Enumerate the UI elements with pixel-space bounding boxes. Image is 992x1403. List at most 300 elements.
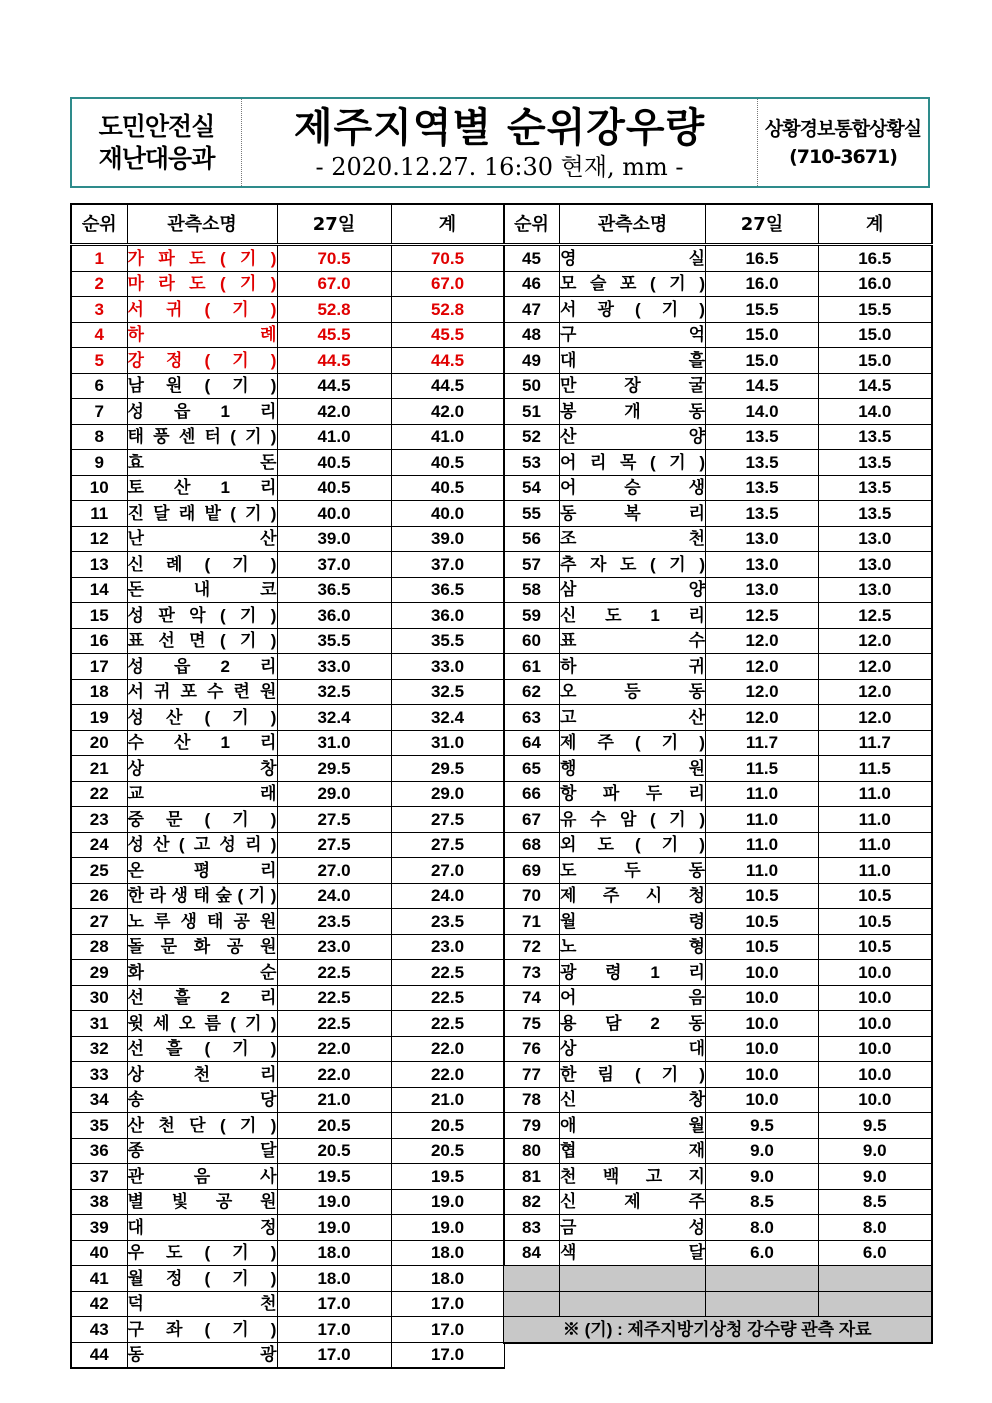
total-rainfall-cell: 33.0 (391, 654, 504, 680)
table-row (504, 654, 932, 680)
station-name: 서 귀 포 수 련 원 (127, 682, 277, 702)
station-cell (560, 552, 706, 578)
rank-cell: 33 (71, 1062, 127, 1088)
total-rainfall-cell: 11.7 (819, 730, 932, 756)
station-cell (560, 450, 706, 476)
day-rainfall-cell: 13.0 (706, 526, 819, 552)
total-rainfall-cell: 17.0 (391, 1291, 504, 1317)
rank-cell: 26 (71, 883, 127, 909)
station-name: 효 돈 (127, 452, 277, 472)
empty-cell (819, 1291, 932, 1317)
rank-cell: 32 (71, 1036, 127, 1062)
table-row (504, 858, 932, 884)
total-rainfall-cell: 12.0 (819, 679, 932, 705)
day-rainfall-cell: 40.5 (277, 450, 391, 476)
col-station-header: 관측소명 (560, 204, 706, 245)
table-row (504, 985, 932, 1011)
table-row (504, 909, 932, 935)
station-name: 성 판 악 ( 기 ) (127, 605, 277, 625)
day-rainfall-cell: 22.5 (277, 1011, 391, 1037)
station-name: 모 슬 포 ( 기 ) (560, 274, 705, 294)
station-name: 송 당 (127, 1090, 277, 1110)
total-rainfall-cell: 12.0 (819, 705, 932, 731)
source-note: ※ (기) : 제주지방기상청 강수량 관측 자료 (504, 1317, 932, 1343)
rank-cell: 2 (71, 271, 127, 297)
table-row (504, 705, 932, 731)
total-rainfall-cell: 10.0 (819, 1087, 932, 1113)
rank-cell: 12 (71, 526, 127, 552)
station-name: 상 창 (127, 758, 277, 778)
rank-cell: 36 (71, 1138, 127, 1164)
table-row (71, 730, 504, 756)
total-rainfall-cell: 24.0 (391, 883, 504, 909)
station-cell (560, 424, 706, 450)
day-rainfall-cell: 67.0 (277, 271, 391, 297)
total-rainfall-cell: 17.0 (391, 1342, 504, 1368)
day-rainfall-cell: 9.0 (706, 1164, 819, 1190)
station-cell (560, 1240, 706, 1266)
station-cell (560, 628, 706, 654)
total-rainfall-cell: 10.5 (819, 909, 932, 935)
station-name: 어 리 목 ( 기 ) (560, 452, 705, 472)
station-cell (560, 781, 706, 807)
empty-cell (504, 1266, 560, 1292)
station-name: 동 복 리 (560, 503, 705, 523)
rank-cell: 66 (504, 781, 560, 807)
table-row (71, 1036, 504, 1062)
station-name: 신 제 주 (560, 1192, 705, 1212)
station-cell (560, 297, 706, 323)
table-row (71, 322, 504, 348)
day-rainfall-cell: 21.0 (277, 1087, 391, 1113)
rank-cell: 14 (71, 577, 127, 603)
table-row (71, 679, 504, 705)
table-row (504, 1036, 932, 1062)
station-name: 성 읍 1 리 (127, 401, 277, 421)
rank-cell: 58 (504, 577, 560, 603)
station-name: 화 순 (127, 962, 277, 982)
day-rainfall-cell: 19.0 (277, 1215, 391, 1241)
station-cell (127, 1291, 277, 1317)
total-rainfall-cell: 13.5 (819, 475, 932, 501)
col-total-header: 계 (391, 204, 504, 245)
table-row (71, 297, 504, 323)
day-rainfall-cell: 19.5 (277, 1164, 391, 1190)
station-name: 돈 내 코 (127, 580, 277, 600)
total-rainfall-cell: 10.5 (819, 883, 932, 909)
station-name: 용 담 2 동 (560, 1013, 705, 1033)
total-rainfall-cell: 11.0 (819, 832, 932, 858)
table-row (504, 399, 932, 425)
total-rainfall-cell: 12.5 (819, 603, 932, 629)
station-cell (127, 705, 277, 731)
rank-cell: 8 (71, 424, 127, 450)
total-rainfall-cell: 16.0 (819, 271, 932, 297)
station-cell (127, 756, 277, 782)
day-rainfall-cell: 42.0 (277, 399, 391, 425)
station-cell (560, 1164, 706, 1190)
station-cell (560, 245, 706, 272)
total-rainfall-cell: 19.5 (391, 1164, 504, 1190)
station-cell (127, 603, 277, 629)
empty-cell (819, 1266, 932, 1292)
rank-cell: 57 (504, 552, 560, 578)
station-name: 상 대 (560, 1039, 705, 1059)
rank-cell: 4 (71, 322, 127, 348)
station-name: 신 창 (560, 1090, 705, 1110)
table-row (504, 373, 932, 399)
total-rainfall-cell: 44.5 (391, 348, 504, 374)
total-rainfall-cell: 67.0 (391, 271, 504, 297)
table-row (71, 1138, 504, 1164)
total-rainfall-cell: 20.5 (391, 1113, 504, 1139)
day-rainfall-cell: 15.0 (706, 322, 819, 348)
total-rainfall-cell: 16.5 (819, 245, 932, 272)
table-row (71, 552, 504, 578)
rank-cell: 34 (71, 1087, 127, 1113)
table-row (504, 1189, 932, 1215)
station-cell (560, 934, 706, 960)
table-row (71, 1215, 504, 1241)
rainfall-table-left (70, 203, 505, 1369)
total-rainfall-cell: 23.5 (391, 909, 504, 935)
table-row (504, 526, 932, 552)
total-rainfall-cell: 32.5 (391, 679, 504, 705)
rank-cell: 78 (504, 1087, 560, 1113)
station-cell (560, 807, 706, 833)
table-row (504, 603, 932, 629)
rank-cell: 29 (71, 960, 127, 986)
station-cell (127, 628, 277, 654)
table-row (504, 781, 932, 807)
day-rainfall-cell: 12.0 (706, 628, 819, 654)
total-rainfall-cell: 11.5 (819, 756, 932, 782)
station-cell (127, 832, 277, 858)
day-rainfall-cell: 8.0 (706, 1215, 819, 1241)
station-name: 항 파 두 리 (560, 784, 705, 804)
station-name: 우 도 ( 기 ) (127, 1243, 277, 1263)
station-name: 금 성 (560, 1217, 705, 1237)
total-rainfall-cell: 29.5 (391, 756, 504, 782)
station-cell (560, 756, 706, 782)
rank-cell: 43 (71, 1317, 127, 1343)
station-name: 월 령 (560, 911, 705, 931)
station-name: 선 흘 ( 기 ) (127, 1039, 277, 1059)
station-name: 동 광 (127, 1345, 277, 1365)
rank-cell: 24 (71, 832, 127, 858)
rank-cell: 59 (504, 603, 560, 629)
table-row (71, 883, 504, 909)
table-row (504, 1215, 932, 1241)
rank-cell: 65 (504, 756, 560, 782)
contact-phone: (710-3671) (789, 145, 897, 168)
station-name: 한 림 ( 기 ) (560, 1064, 705, 1084)
total-rainfall-cell: 22.5 (391, 985, 504, 1011)
station-name: 윗 세 오 름 ( 기 ) (127, 1013, 277, 1033)
total-rainfall-cell: 9.0 (819, 1164, 932, 1190)
day-rainfall-cell: 17.0 (277, 1317, 391, 1343)
day-rainfall-cell: 10.0 (706, 1087, 819, 1113)
day-rainfall-cell: 36.5 (277, 577, 391, 603)
table-row (71, 501, 504, 527)
rank-cell: 25 (71, 858, 127, 884)
table-row (71, 526, 504, 552)
day-rainfall-cell: 22.0 (277, 1036, 391, 1062)
total-rainfall-cell: 36.0 (391, 603, 504, 629)
station-name: 하 귀 (560, 656, 705, 676)
table-row (504, 807, 932, 833)
rank-cell: 10 (71, 475, 127, 501)
day-rainfall-cell: 9.5 (706, 1113, 819, 1139)
total-rainfall-cell: 13.5 (819, 501, 932, 527)
rank-cell: 19 (71, 705, 127, 731)
rank-cell: 47 (504, 297, 560, 323)
day-rainfall-cell: 32.5 (277, 679, 391, 705)
station-cell (127, 271, 277, 297)
station-cell (127, 1240, 277, 1266)
day-rainfall-cell: 31.0 (277, 730, 391, 756)
table-row (504, 1240, 932, 1266)
rank-cell: 31 (71, 1011, 127, 1037)
table-row (71, 807, 504, 833)
department-office: 도민안전실 (98, 111, 215, 141)
total-rainfall-cell: 19.0 (391, 1189, 504, 1215)
table-row (71, 781, 504, 807)
day-rainfall-cell: 10.0 (706, 960, 819, 986)
contact-block (758, 99, 928, 186)
total-rainfall-cell: 13.0 (819, 577, 932, 603)
total-rainfall-cell: 44.5 (391, 373, 504, 399)
table-row (71, 628, 504, 654)
station-cell (560, 960, 706, 986)
station-cell (127, 526, 277, 552)
total-rainfall-cell: 42.0 (391, 399, 504, 425)
station-cell (560, 1138, 706, 1164)
station-name: 진 달 래 밭 ( 기 ) (127, 503, 277, 523)
rank-cell: 37 (71, 1164, 127, 1190)
day-rainfall-cell: 12.0 (706, 679, 819, 705)
station-name: 제 주 시 청 (560, 886, 705, 906)
rank-cell: 6 (71, 373, 127, 399)
table-row (71, 909, 504, 935)
day-rainfall-cell: 10.0 (706, 1011, 819, 1037)
total-rainfall-cell: 19.0 (391, 1215, 504, 1241)
rank-cell: 55 (504, 501, 560, 527)
rank-cell: 56 (504, 526, 560, 552)
rank-cell: 1 (71, 245, 127, 272)
rank-cell: 67 (504, 807, 560, 833)
station-cell (127, 399, 277, 425)
day-rainfall-cell: 45.5 (277, 322, 391, 348)
rank-cell: 52 (504, 424, 560, 450)
station-name: 신 례 ( 기 ) (127, 554, 277, 574)
rank-cell: 84 (504, 1240, 560, 1266)
day-rainfall-cell: 18.0 (277, 1240, 391, 1266)
station-name: 선 흘 2 리 (127, 988, 277, 1008)
table-row (504, 297, 932, 323)
table-row (71, 858, 504, 884)
station-name: 서 광 ( 기 ) (560, 299, 705, 319)
station-name: 종 달 (127, 1141, 277, 1161)
total-rainfall-cell: 10.0 (819, 960, 932, 986)
station-name: 신 도 1 리 (560, 605, 705, 625)
table-row (71, 603, 504, 629)
rank-cell: 15 (71, 603, 127, 629)
station-cell (127, 373, 277, 399)
table-row (504, 883, 932, 909)
total-rainfall-cell: 21.0 (391, 1087, 504, 1113)
station-name: 표 선 면 ( 기 ) (127, 631, 277, 651)
station-cell (127, 1036, 277, 1062)
day-rainfall-cell: 18.0 (277, 1266, 391, 1292)
table-row (504, 1113, 932, 1139)
rank-cell: 80 (504, 1138, 560, 1164)
station-name: 상 천 리 (127, 1064, 277, 1084)
station-name: 천 백 고 지 (560, 1166, 705, 1186)
day-rainfall-cell: 15.0 (706, 348, 819, 374)
table-row (71, 934, 504, 960)
total-rainfall-cell: 9.5 (819, 1113, 932, 1139)
table-row (504, 1164, 932, 1190)
station-name: 별 빛 공 원 (127, 1192, 277, 1212)
day-rainfall-cell: 40.0 (277, 501, 391, 527)
day-rainfall-cell: 10.5 (706, 883, 819, 909)
table-row (71, 1164, 504, 1190)
station-cell (127, 858, 277, 884)
day-rainfall-cell: 20.5 (277, 1138, 391, 1164)
report-header (70, 97, 930, 188)
rainfall-table-right (503, 203, 933, 1344)
station-name: 구 좌 ( 기 ) (127, 1319, 277, 1339)
station-name: 월 정 ( 기 ) (127, 1268, 277, 1288)
table-row (71, 756, 504, 782)
day-rainfall-cell: 22.0 (277, 1062, 391, 1088)
table-row (71, 1342, 504, 1368)
table-row (71, 985, 504, 1011)
rank-cell: 77 (504, 1062, 560, 1088)
rank-cell: 62 (504, 679, 560, 705)
col-day-header: 27일 (277, 204, 391, 245)
total-rainfall-cell: 11.0 (819, 781, 932, 807)
day-rainfall-cell: 11.7 (706, 730, 819, 756)
rank-cell: 48 (504, 322, 560, 348)
total-rainfall-cell: 31.0 (391, 730, 504, 756)
station-name: 성 산 ( 기 ) (127, 707, 277, 727)
rank-cell: 81 (504, 1164, 560, 1190)
station-name: 유 수 암 ( 기 ) (560, 809, 705, 829)
table-row (504, 245, 932, 272)
station-name: 덕 천 (127, 1294, 277, 1314)
rank-cell: 74 (504, 985, 560, 1011)
table-row (71, 705, 504, 731)
day-rainfall-cell: 12.0 (706, 705, 819, 731)
day-rainfall-cell: 27.0 (277, 858, 391, 884)
empty-cell (706, 1266, 819, 1292)
rank-cell: 64 (504, 730, 560, 756)
rank-cell: 73 (504, 960, 560, 986)
station-name: 고 산 (560, 707, 705, 727)
total-rainfall-cell: 40.0 (391, 501, 504, 527)
rank-cell: 69 (504, 858, 560, 884)
rank-cell: 11 (71, 501, 127, 527)
station-cell (127, 1164, 277, 1190)
station-cell (127, 730, 277, 756)
table-row (71, 960, 504, 986)
station-cell (127, 1215, 277, 1241)
rank-cell: 76 (504, 1036, 560, 1062)
station-name: 한 라 생 태 숲 ( 기 ) (127, 886, 277, 906)
station-cell (127, 552, 277, 578)
col-rank-header: 순위 (504, 204, 560, 245)
station-name: 광 령 1 리 (560, 962, 705, 982)
rank-cell: 63 (504, 705, 560, 731)
total-rainfall-cell: 39.0 (391, 526, 504, 552)
station-cell (560, 271, 706, 297)
table-row (71, 1011, 504, 1037)
day-rainfall-cell: 35.5 (277, 628, 391, 654)
rank-cell: 49 (504, 348, 560, 374)
station-cell (560, 654, 706, 680)
station-name: 산 양 (560, 427, 705, 447)
total-rainfall-cell: 22.0 (391, 1062, 504, 1088)
total-rainfall-cell: 45.5 (391, 322, 504, 348)
station-name: 외 도 ( 기 ) (560, 835, 705, 855)
station-cell (127, 1266, 277, 1292)
total-rainfall-cell: 10.5 (819, 934, 932, 960)
station-cell (127, 424, 277, 450)
total-rainfall-cell: 10.0 (819, 985, 932, 1011)
total-rainfall-cell: 18.0 (391, 1240, 504, 1266)
total-rainfall-cell: 12.0 (819, 654, 932, 680)
station-cell (560, 832, 706, 858)
total-rainfall-cell: 10.0 (819, 1062, 932, 1088)
station-cell (127, 883, 277, 909)
station-cell (127, 1113, 277, 1139)
station-name: 강 정 ( 기 ) (127, 350, 277, 370)
day-rainfall-cell: 12.0 (706, 654, 819, 680)
station-cell (127, 1087, 277, 1113)
table-row (504, 271, 932, 297)
station-cell (127, 348, 277, 374)
station-name: 도 두 동 (560, 860, 705, 880)
rank-cell: 82 (504, 1189, 560, 1215)
station-name: 마 라 도 ( 기 ) (127, 274, 277, 294)
day-rainfall-cell: 10.5 (706, 934, 819, 960)
table-row (71, 1317, 504, 1343)
station-cell (560, 1036, 706, 1062)
day-rainfall-cell: 16.5 (706, 245, 819, 272)
station-name: 서 귀 ( 기 ) (127, 299, 277, 319)
station-cell (560, 705, 706, 731)
total-rainfall-cell: 40.5 (391, 450, 504, 476)
station-cell (127, 807, 277, 833)
day-rainfall-cell: 70.5 (277, 245, 391, 272)
rank-cell: 21 (71, 756, 127, 782)
day-rainfall-cell: 29.0 (277, 781, 391, 807)
rank-cell: 5 (71, 348, 127, 374)
rank-cell: 44 (71, 1342, 127, 1368)
day-rainfall-cell: 39.0 (277, 526, 391, 552)
station-name: 삼 양 (560, 580, 705, 600)
station-cell (560, 501, 706, 527)
total-rainfall-cell: 12.0 (819, 628, 932, 654)
total-rainfall-cell: 11.0 (819, 807, 932, 833)
rank-cell: 9 (71, 450, 127, 476)
table-row (504, 832, 932, 858)
total-rainfall-cell: 70.5 (391, 245, 504, 272)
total-rainfall-cell: 23.0 (391, 934, 504, 960)
day-rainfall-cell: 22.5 (277, 960, 391, 986)
